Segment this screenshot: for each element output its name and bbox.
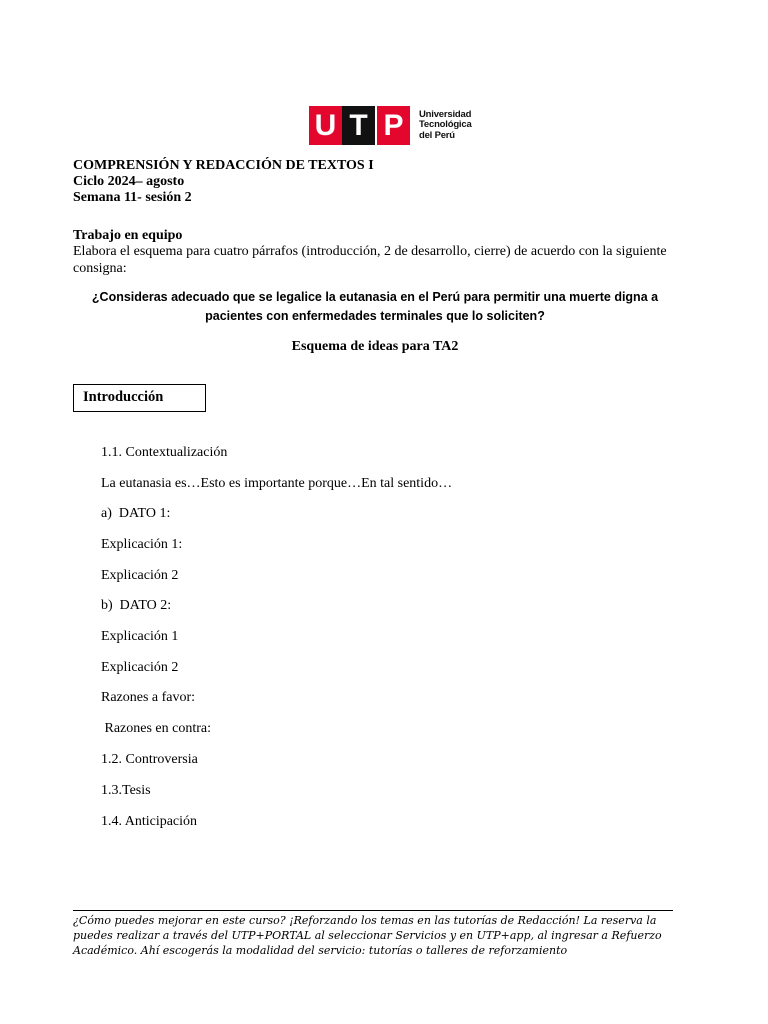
outline-line: 1.1. Contextualización <box>101 445 228 460</box>
outline-line: Explicación 1: <box>101 537 183 552</box>
week-session-label: Semana 11- sesión 2 <box>73 190 192 205</box>
utp-logo <box>309 106 472 145</box>
logo-letter-u: U <box>309 106 342 145</box>
outline-line: a) DATO 1: <box>101 506 171 521</box>
course-title: COMPRENSIÓN Y REDACCIÓN DE TEXTOS I <box>73 158 374 173</box>
logo-letter-p: P <box>377 106 410 145</box>
logo-name-line-2: Tecnológica <box>419 119 472 131</box>
logo-letter-t: T <box>342 106 375 145</box>
footer-note: ¿Cómo puedes mejorar en este curso? ¡Reforzando los temas en las tutorías de Redacción! La reserva la puedes realizar a través del UTP+PORTAL al seleccionar Servicios y en UTP+app, al ingresar a Refuerzo Académico. Ahí escogerás la modalidad del servicio: tutorías o talleres de reforzamiento <box>73 914 662 957</box>
outline-line: 1.3.Tesis <box>101 783 151 798</box>
cycle-label: Ciclo 2024– agosto <box>73 174 185 189</box>
assignment-title: Trabajo en equipo <box>73 228 183 243</box>
outline-line: Razones a favor: <box>101 690 196 705</box>
outline-line: 1.4. Anticipación <box>101 814 198 829</box>
outline-line: 1.2. Controversia <box>101 752 198 767</box>
introduction-heading-box: Introducción <box>73 384 206 412</box>
outline-line: La eutanasia es…Esto es importante porque…En tal sentido… <box>101 476 453 491</box>
outline-line: Explicación 2 <box>101 660 179 675</box>
footer-divider <box>73 910 673 911</box>
guiding-question: ¿Consideras adecuado que se legalice la eutanasia en el Perú para permitir una muerte digna a pacientes con enfermedades terminales que lo soliciten? <box>91 290 659 323</box>
outline-line: Razones en contra: <box>101 721 212 736</box>
logo-university-name <box>419 110 472 142</box>
outline-line: Explicación 2 <box>101 568 179 583</box>
logo-name-line-1: Universidad <box>419 108 472 120</box>
outline-line: b) DATO 2: <box>101 598 172 613</box>
logo-name-line-3: del Perú <box>419 129 455 141</box>
assignment-instructions: Elabora el esquema para cuatro párrafos (introducción, 2 de desarrollo, cierre) de acuerdo con la siguiente consigna: <box>73 244 667 276</box>
scheme-title: Esquema de ideas para TA2 <box>291 339 459 354</box>
outline-line: Explicación 1 <box>101 629 179 644</box>
